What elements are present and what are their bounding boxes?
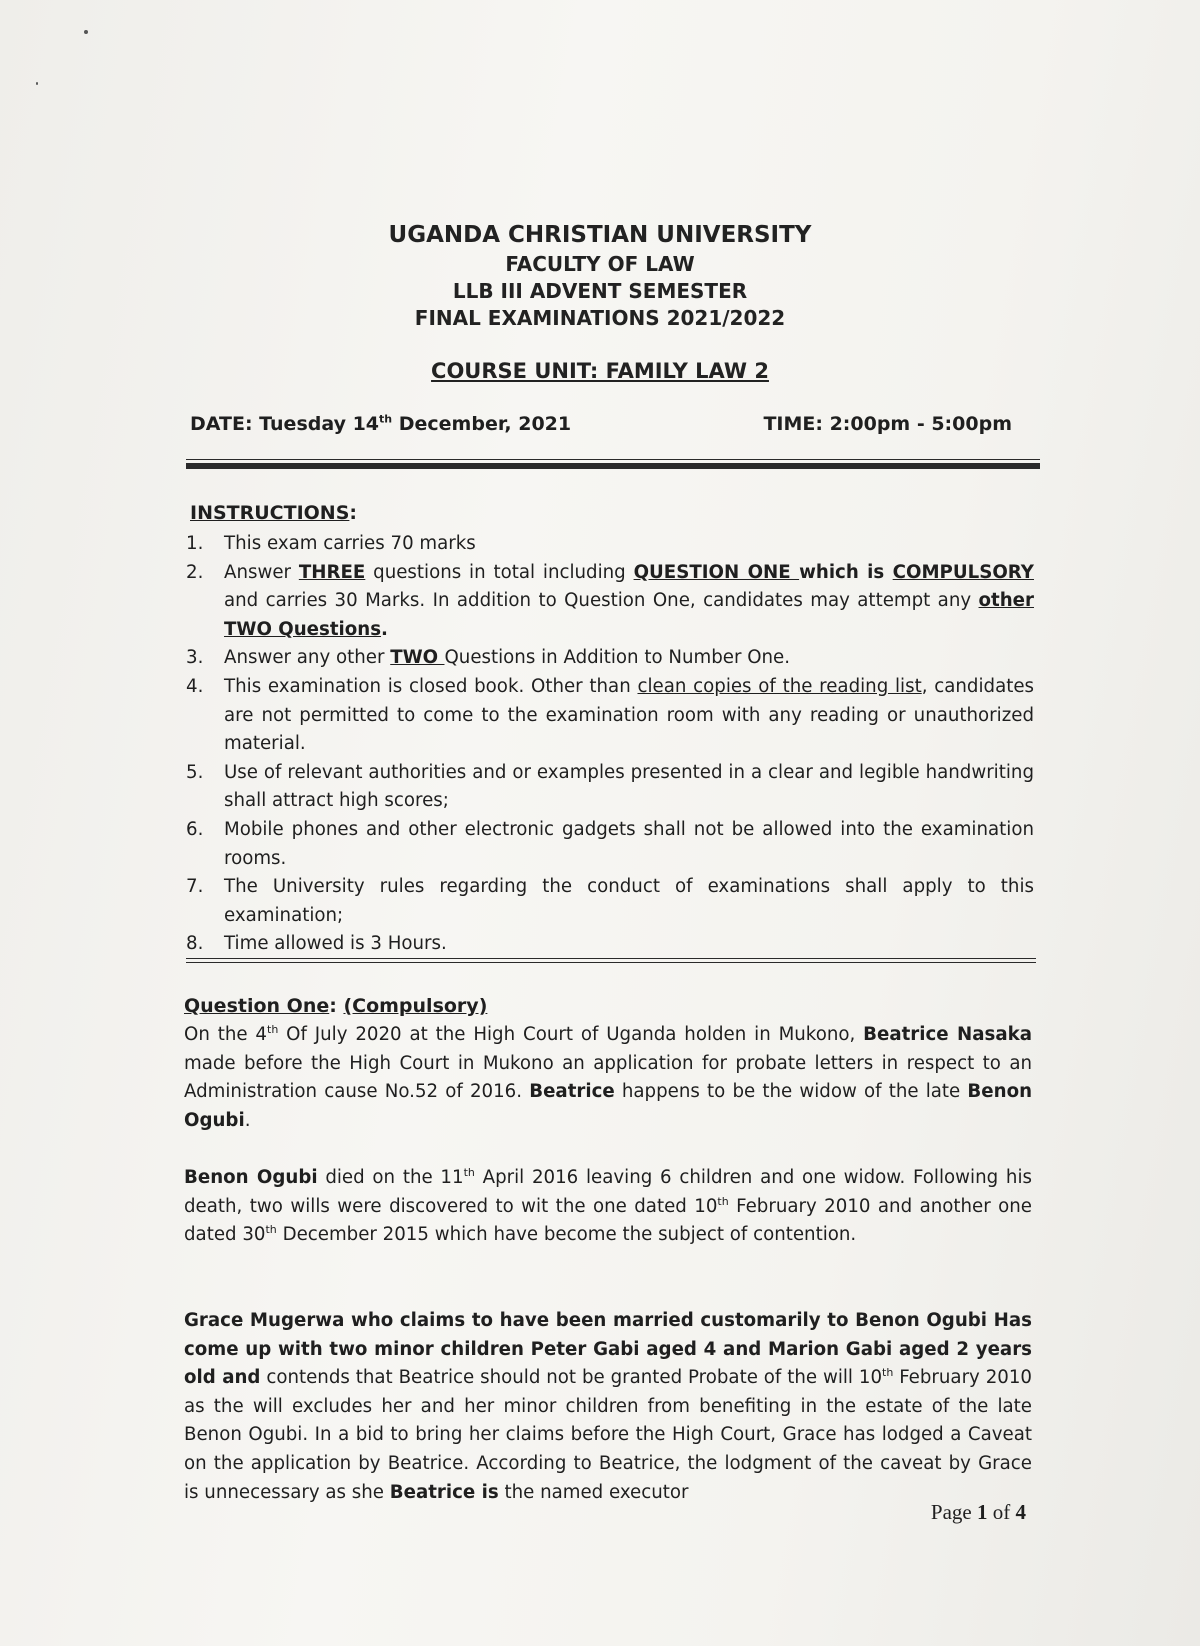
question-paragraph: On the 4th Of July 2020 at the High Court of Uganda holden in Mukono, Beatrice Nasaka made before the High Court in Mukono an application for probate letters in respect to an Administration cause No.52 of 2016. Beatrice happens to be the widow of the late Benon Ogubi.	[184, 1022, 1033, 1131]
semester-name: LLB III ADVENT SEMESTER	[452, 279, 748, 303]
instructions-title: INSTRUCTIONS:	[190, 502, 357, 524]
instruction-item: 2. Answer THREE questions in total including QUESTION ONE which is COMPULSORY and carries 30 Marks. In addition to Question One, candidates may attempt any other TWO Questions.	[186, 561, 1034, 640]
question-paragraph: Benon Ogubi died on the 11th April 2016 leaving 6 children and one widow. Following his death, two wills were discovered to wit the one dated 10th February 2010 and another one dated 30th December 2015 which have become the subject of contention.	[184, 1165, 1032, 1246]
instruction-item: 3. Answer any other TWO Questions in Addition to Number One.	[186, 647, 791, 669]
instruction-item: 6. Mobile phones and other electronic gadgets shall not be allowed into the examination rooms.	[186, 818, 1034, 869]
instruction-item: 7. The University rules regarding the conduct of examinations shall apply to this examination;	[186, 876, 1034, 926]
faculty-name: FACULTY OF LAW	[505, 252, 695, 276]
exam-date: DATE: Tuesday 14th December, 2021	[190, 412, 572, 435]
question-one-title: Question One: (Compulsory)	[184, 995, 488, 1017]
university-name: UGANDA CHRISTIAN UNIVERSITY	[388, 222, 812, 248]
exam-time: TIME: 2:00pm - 5:00pm	[763, 413, 1012, 435]
exam-title: FINAL EXAMINATIONS 2021/2022	[414, 306, 786, 330]
instruction-item: 8. Time allowed is 3 Hours.	[186, 933, 447, 955]
instruction-item: 5. Use of relevant authorities and or examples presented in a clear and legible handwriting shall attract high scores;	[186, 761, 1034, 812]
header-divider	[186, 463, 1040, 469]
instructions-list	[186, 530, 1034, 959]
paper-speck	[36, 82, 38, 85]
instruction-item: 1. This exam carries 70 marks	[186, 533, 476, 554]
paper-speck	[84, 30, 88, 34]
course-unit-title: COURSE UNIT: FAMILY LAW 2	[431, 359, 769, 383]
instruction-item: 4. This examination is closed book. Other than clean copies of the reading list, candidates are not permitted to come to the examination room with any reading or unauthorized material.	[186, 675, 1035, 755]
question-paragraph: Grace Mugerwa who claims to have been married customarily to Benon Ogubi Has come up with two minor children Peter Gabi aged 4 and Marion Gabi aged 2 years old and contends that Beatrice should not be granted Probate of the will 10th February 2010 as the will excludes her and her minor children from benefiting in the estate of the late Benon Ogubi. In a bid to bring her claims before the High Court, Grace has lodged a Caveat on the application by Beatrice. According to Beatrice, the lodgment of the caveat by Grace is unnecessary as she Beatrice is the named executor	[184, 1310, 1032, 1503]
instructions-divider	[186, 958, 1036, 959]
page-number: Page 1 of 4	[930, 1500, 1026, 1524]
